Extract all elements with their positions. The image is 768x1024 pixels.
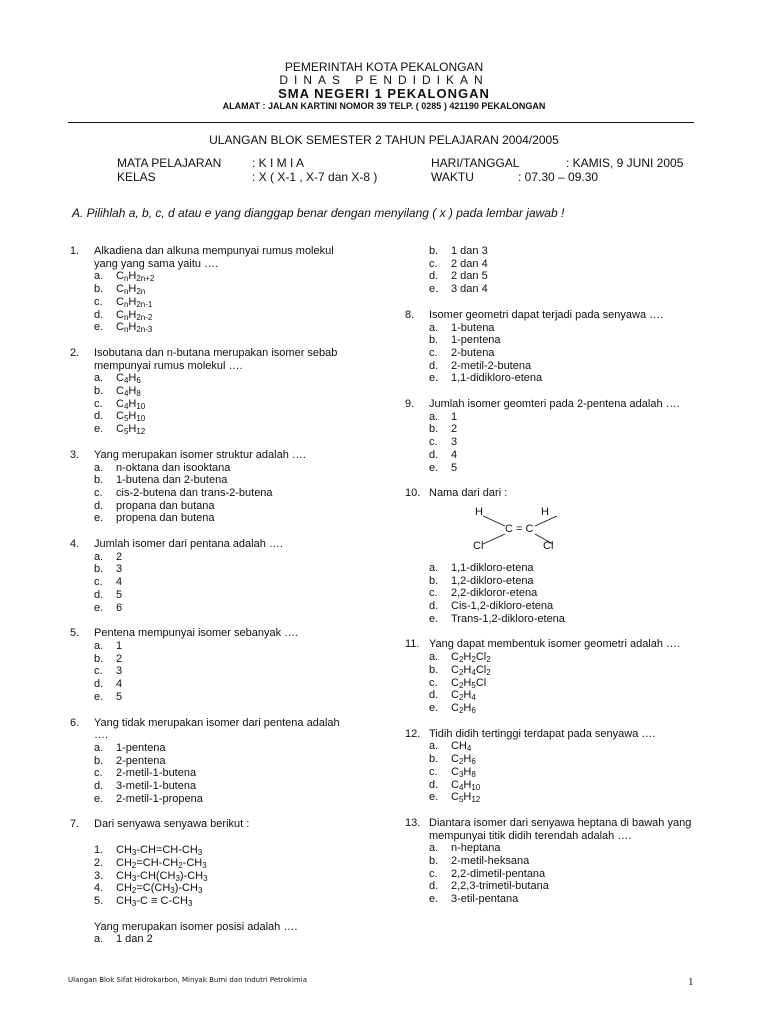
subject-value: : K I M I A — [252, 156, 305, 170]
option-text: $C_4H_{10}$ — [116, 397, 146, 411]
answer-option — [429, 842, 705, 855]
option-letter: b. — [429, 334, 439, 347]
option-letter: e. — [429, 283, 439, 296]
option-text: 2 — [116, 550, 123, 563]
question-number: 5. — [70, 627, 80, 640]
option-text: propena dan butena — [116, 512, 215, 525]
option-text: 3-metil-1-butena — [116, 780, 197, 793]
double-bond-center: C = C — [505, 522, 534, 535]
option-text: 1-pentena — [451, 334, 501, 347]
question-5 — [70, 627, 340, 703]
option-text: 6 — [116, 601, 123, 614]
option-letter: b. — [94, 563, 104, 576]
option-letter: a. — [94, 270, 104, 283]
option-text: 2 — [116, 652, 123, 665]
option-text: $C_4H_6$ — [116, 372, 141, 386]
answer-option — [429, 411, 705, 424]
answer-option — [94, 742, 340, 755]
option-text: 2 — [451, 423, 458, 436]
question-7 — [70, 818, 340, 946]
option-text: $C_2H_6$ — [451, 701, 476, 715]
option-letter: b. — [429, 753, 439, 766]
compound-number: 4. — [94, 882, 104, 895]
option-letter: d. — [94, 780, 104, 793]
question-number: 11. — [405, 638, 420, 651]
question-number: 8. — [405, 308, 415, 321]
option-letter: b. — [94, 385, 104, 398]
answer-option — [429, 651, 705, 664]
question-1 — [70, 245, 340, 334]
compound-item — [94, 844, 340, 857]
option-letter: a. — [429, 842, 439, 855]
question-text: Isomer geometri dapat terjadi pada senyawa …. — [429, 308, 664, 321]
option-letter: b. — [429, 663, 439, 676]
structure-bonds — [427, 506, 557, 554]
time-value: : 07.30 – 09.30 — [518, 170, 599, 184]
option-text: 1 dan 3 — [451, 245, 488, 257]
answer-option — [429, 322, 705, 335]
option-text: 1,1-dikloro-etena — [451, 561, 534, 574]
answer-option — [94, 462, 340, 475]
option-text: 3 — [116, 563, 123, 576]
answer-option — [94, 551, 340, 564]
option-letter: a. — [94, 372, 104, 385]
option-text: 1-butena dan 2-butena — [116, 474, 228, 487]
option-letter: e. — [429, 612, 439, 625]
question-text: Jumlah isomer geomteri pada 2-pentena adalah …. — [429, 398, 680, 411]
header-school-name: SMA NEGERI 1 PEKALONGAN — [278, 86, 490, 101]
option-text: 1-butena — [451, 321, 495, 334]
option-letter: d. — [94, 410, 104, 423]
option-letter: e. — [429, 893, 439, 906]
answer-option — [429, 868, 705, 881]
question-subtext: Yang merupakan isomer posisi adalah …. — [94, 920, 298, 933]
answer-option — [429, 360, 705, 373]
option-text: 1 dan 2 — [116, 933, 153, 946]
question-text: Nama dari dari : — [429, 487, 508, 500]
option-text: $C_nH_{2n}$ — [116, 283, 146, 297]
option-text: Trans-1,2-dikloro-etena — [451, 612, 565, 625]
option-letter: b. — [94, 652, 104, 665]
option-letter: d. — [429, 778, 439, 791]
answer-option — [429, 587, 705, 600]
question-11 — [405, 638, 705, 714]
answer-option — [429, 779, 705, 792]
option-text: propana dan butana — [116, 499, 215, 512]
option-letter: a. — [429, 561, 439, 574]
answer-option — [94, 640, 340, 653]
answer-option — [429, 689, 705, 702]
option-letter: a. — [94, 933, 104, 946]
option-text: 2,2-dikloror-etena — [451, 587, 538, 600]
header-address: ALAMAT : JALAN KARTINI NOMOR 39 TELP. ( 0285 ) 421190 PEKALONGAN — [222, 101, 546, 111]
question-text: Yang tidak merupakan isomer dari pentena adalah …. — [94, 716, 340, 742]
question-number: 4. — [70, 538, 80, 551]
question-text: Yang dapat membentuk isomer geometri adalah …. — [429, 638, 681, 651]
option-letter: e. — [429, 701, 439, 714]
answer-option — [94, 296, 340, 309]
answer-option — [429, 372, 705, 385]
answer-option — [429, 740, 705, 753]
compound-item — [94, 857, 340, 870]
option-letter: a. — [94, 639, 104, 652]
option-text: 3 dan 4 — [451, 283, 488, 296]
option-text: $C_nH_{2n-1}$ — [116, 295, 153, 309]
option-text: $C_5H_{12}$ — [116, 423, 146, 437]
header-divider — [68, 122, 694, 123]
date-value: : KAMIS, 9 JUNI 2005 — [566, 156, 684, 170]
answer-option — [429, 791, 705, 804]
option-text: $C_3H_8$ — [451, 765, 476, 779]
answer-option — [429, 562, 705, 575]
compound-formula: $CH_2=CH-CH_2-CH_3$ — [116, 856, 207, 870]
answer-option — [94, 283, 340, 296]
option-text: 2 dan 5 — [451, 270, 488, 283]
option-letter: b. — [94, 474, 104, 487]
answer-option — [94, 678, 340, 691]
option-letter: d. — [429, 689, 439, 702]
option-letter: d. — [94, 678, 104, 691]
answer-option — [429, 613, 705, 626]
option-letter: d. — [429, 600, 439, 613]
option-letter: d. — [94, 499, 104, 512]
option-letter: e. — [94, 792, 104, 805]
question-2 — [70, 347, 340, 436]
option-text: 2-metil-1-butena — [116, 767, 197, 780]
footer-text: Ulangan Blok Sifat Hidrokarbon, Minyak Bumi dan Indutri Petrokimia — [68, 976, 307, 984]
option-letter: a. — [429, 740, 439, 753]
answer-option — [429, 664, 705, 677]
question-number: 1. — [70, 245, 80, 257]
option-letter: c. — [94, 767, 103, 780]
option-letter: d. — [94, 308, 104, 321]
question-4 — [70, 538, 340, 614]
answer-option — [94, 423, 340, 436]
option-letter: e. — [429, 791, 439, 804]
option-text: $C_nH_{2n-3}$ — [116, 321, 153, 335]
answer-option — [94, 576, 340, 589]
option-letter: c. — [94, 295, 103, 308]
option-text: 2-butena — [451, 346, 495, 359]
option-letter: b. — [429, 423, 439, 436]
answer-option — [94, 780, 340, 793]
option-letter: c. — [94, 486, 103, 499]
answer-option — [429, 245, 705, 258]
answer-option — [429, 258, 705, 271]
answer-option — [94, 410, 340, 423]
answer-option — [94, 755, 340, 768]
answer-option — [429, 600, 705, 613]
time-label: WAKTU — [431, 170, 474, 184]
right-column — [405, 245, 705, 906]
date-label: HARI/TANGGAL — [431, 156, 520, 170]
answer-option — [94, 321, 340, 334]
question-number: 13. — [405, 816, 421, 829]
answer-option — [429, 462, 705, 475]
question-6 — [70, 717, 340, 806]
subject-label: MATA PELAJARAN — [117, 156, 222, 170]
answer-option — [429, 283, 705, 296]
question-text: Tidih didih tertinggi terdapat pada senyawa …. — [429, 727, 656, 740]
answer-option — [94, 563, 340, 576]
option-letter: d. — [94, 588, 104, 601]
option-letter: e. — [94, 601, 104, 614]
option-text: $C_5H_{12}$ — [451, 791, 481, 805]
option-letter: b. — [94, 283, 104, 296]
option-letter: d. — [429, 359, 439, 372]
option-letter: a. — [94, 550, 104, 563]
option-text: 3 — [451, 436, 458, 449]
option-letter: b. — [429, 855, 439, 868]
question-number: 9. — [405, 398, 415, 411]
question-number: 10. — [405, 487, 421, 500]
exam-title: ULANGAN BLOK SEMESTER 2 TAHUN PELAJARAN 2004/2005 — [209, 133, 559, 147]
option-letter: e. — [94, 690, 104, 703]
compound-item — [94, 870, 340, 883]
option-text: 3 — [116, 665, 123, 678]
question-text: Pentena mempunyai isomer sebanyak …. — [94, 627, 299, 640]
option-text: 4 — [116, 678, 123, 691]
header-department: DINAS PENDIDIKAN — [279, 73, 489, 87]
question-text: Diantara isomer dari senyawa heptana di bawah yang mempunyai titik didih terendah adalah …. — [429, 816, 692, 842]
option-letter: c. — [429, 587, 438, 600]
option-text: $C_nH_{2n-2}$ — [116, 308, 153, 322]
atom-cl-left: Cl — [473, 539, 484, 552]
answer-option — [94, 398, 340, 411]
question-8 — [405, 309, 705, 385]
compound-formula: $CH_2=C(CH_3)-CH_3$ — [116, 882, 203, 896]
answer-option — [429, 702, 705, 715]
option-text: 2-metil-1-propena — [116, 792, 203, 805]
option-text: $C_4H_{10}$ — [451, 778, 481, 792]
option-letter: c. — [429, 436, 438, 449]
option-letter: a. — [429, 410, 439, 423]
question-12 — [405, 728, 705, 804]
answer-option — [94, 665, 340, 678]
option-letter: e. — [94, 321, 104, 334]
atom-cl-right: Cl — [543, 539, 554, 552]
answer-option — [94, 589, 340, 602]
option-text: 1 — [116, 639, 123, 652]
option-text: $CH_4$ — [451, 740, 472, 754]
option-text: n-oktana dan isooktana — [116, 461, 231, 474]
answer-option — [94, 512, 340, 525]
option-letter: c. — [94, 576, 103, 589]
compound-formula: $CH_3-C \equiv C-CH_3$ — [116, 894, 193, 908]
answer-option — [94, 691, 340, 704]
question-10 — [405, 487, 705, 625]
instruction-text: A. Pilihlah a, b, c, d atau e yang dianggap benar dengan menyilang ( x ) pada lembar jawab ! — [72, 206, 565, 220]
compound-number: 2. — [94, 856, 104, 869]
answer-option — [94, 653, 340, 666]
compound-number: 3. — [94, 869, 104, 882]
answer-option — [94, 933, 340, 946]
compound-item — [94, 882, 340, 895]
question-text: Yang merupakan isomer struktur adalah …. — [94, 448, 306, 461]
left-column — [70, 245, 340, 946]
question-text: Isobutana dan n-butana merupakan isomer sebab mempunyai rumus molekul …. — [94, 346, 338, 372]
option-letter: a. — [94, 741, 104, 754]
answer-option — [94, 474, 340, 487]
answer-option — [429, 347, 705, 360]
option-letter: e. — [429, 461, 439, 474]
option-text: 2 dan 4 — [451, 257, 488, 270]
header-government: PEMERINTAH KOTA PEKALONGAN — [284, 60, 484, 74]
answer-option — [94, 270, 340, 283]
answer-option — [94, 372, 340, 385]
answer-option — [429, 449, 705, 462]
option-text: 4 — [116, 576, 123, 589]
answer-option — [429, 855, 705, 868]
option-letter: d. — [429, 448, 439, 461]
question-text: Jumlah isomer dari pentana adalah …. — [94, 538, 283, 551]
question-13 — [405, 817, 705, 906]
answer-option — [429, 334, 705, 347]
option-text: $C_4H_8$ — [116, 385, 141, 399]
option-text: cis-2-butena dan trans-2-butena — [116, 486, 273, 499]
option-letter: e. — [429, 372, 439, 385]
option-letter: e. — [94, 423, 104, 436]
answer-option — [429, 893, 705, 906]
option-text: $C_2H_5Cl$ — [451, 676, 487, 690]
option-letter: d. — [429, 270, 439, 283]
option-letter: a. — [429, 321, 439, 334]
option-letter: c. — [429, 257, 438, 270]
answer-option — [429, 436, 705, 449]
question-3 — [70, 449, 340, 525]
question-number: 6. — [70, 716, 80, 729]
option-letter: b. — [429, 245, 439, 257]
question-number: 3. — [70, 448, 80, 461]
class-value: : X ( X-1 , X-7 dan X-8 ) — [252, 170, 378, 184]
option-text: $C_2H_2Cl_2$ — [451, 651, 491, 665]
answer-option — [94, 487, 340, 500]
answer-option — [94, 309, 340, 322]
answer-option — [429, 270, 705, 283]
option-text: 3-etil-pentana — [451, 893, 519, 906]
question-9 — [405, 398, 705, 474]
option-text: 4 — [451, 448, 458, 461]
option-text: 2-pentena — [116, 754, 166, 767]
answer-option — [429, 677, 705, 690]
question-text: Alkadiena dan alkuna mempunyai rumus molekul yang yang sama yaitu …. — [94, 245, 334, 270]
option-letter: c. — [429, 765, 438, 778]
option-letter: c. — [94, 397, 103, 410]
page-number: 1 — [688, 976, 694, 988]
option-text: 2,2-dimetil-pentana — [451, 867, 546, 880]
question-number: 12. — [405, 727, 421, 740]
option-letter: c. — [429, 676, 438, 689]
compound-formula: $CH_3-CH(CH_3)-CH_3$ — [116, 869, 208, 883]
option-text: $C_5H_{10}$ — [116, 410, 146, 424]
answer-option — [429, 766, 705, 779]
question-text: Dari senyawa senyawa berikut : — [94, 818, 250, 831]
compound-number: 5. — [94, 894, 104, 907]
answer-option — [94, 793, 340, 806]
question-number: 7. — [70, 818, 80, 831]
option-text: 1,2-dikloro-etena — [451, 574, 534, 587]
option-text: $C_2H_4Cl_2$ — [451, 663, 491, 677]
atom-h-left: H — [475, 505, 483, 518]
option-letter: d. — [429, 880, 439, 893]
dichloroethene-structure — [427, 506, 557, 554]
option-letter: b. — [429, 574, 439, 587]
option-text: 2-metil-heksana — [451, 855, 530, 868]
option-letter: a. — [94, 461, 104, 474]
answer-option — [429, 423, 705, 436]
option-text: 5 — [116, 690, 123, 703]
option-letter: b. — [94, 754, 104, 767]
answer-option — [94, 767, 340, 780]
answer-option — [429, 753, 705, 766]
class-label: KELAS — [117, 170, 156, 184]
compound-formula: $CH_3-CH=CH-CH_3$ — [116, 844, 203, 858]
answer-option — [429, 575, 705, 588]
option-text: 5 — [116, 588, 123, 601]
answer-option — [94, 500, 340, 513]
option-text: 1-pentena — [116, 741, 166, 754]
option-text: 1,1-didikloro-etena — [451, 372, 543, 385]
compound-item — [94, 895, 340, 908]
option-letter: c. — [429, 867, 438, 880]
option-text: $C_2H_4$ — [451, 689, 476, 703]
atom-h-right: H — [541, 505, 549, 518]
compound-number: 1. — [94, 844, 104, 857]
option-letter: e. — [94, 512, 104, 525]
option-text: 5 — [451, 461, 458, 474]
answer-option — [94, 385, 340, 398]
option-text: 2,2,3-trimetil-butana — [451, 880, 549, 893]
answer-option — [429, 880, 705, 893]
option-text: 2-metil-2-butena — [451, 359, 532, 372]
question-number: 2. — [70, 346, 80, 359]
answer-option — [94, 602, 340, 615]
option-text: $C_nH_{2n+2}$ — [116, 270, 155, 284]
option-text: $C_2H_6$ — [451, 753, 476, 767]
option-letter: c. — [94, 665, 103, 678]
option-text: Cis-1,2-dikloro-etena — [451, 600, 554, 613]
option-text: n-heptana — [451, 842, 501, 855]
option-letter: a. — [429, 651, 439, 664]
option-text: 1 — [451, 410, 458, 423]
option-letter: c. — [429, 346, 438, 359]
